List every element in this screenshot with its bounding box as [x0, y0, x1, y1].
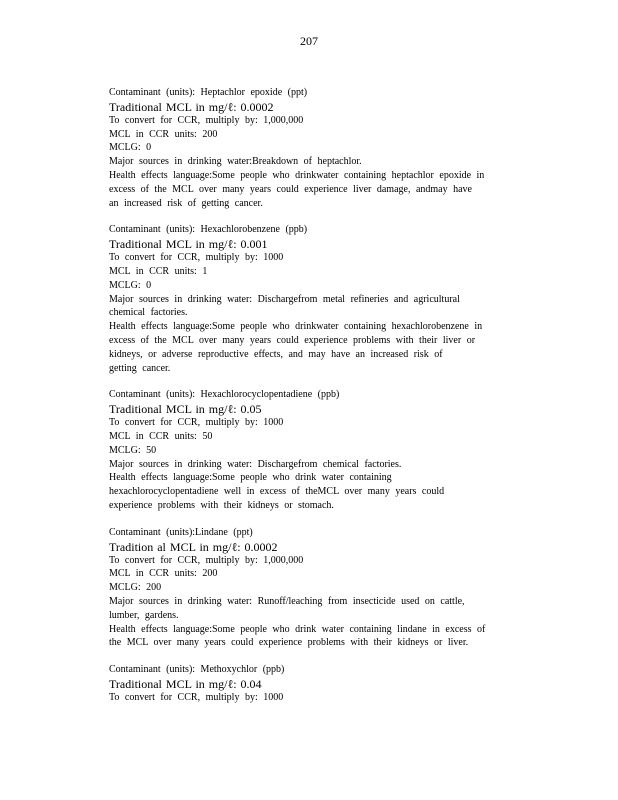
traditional-mcl-line: Traditional MCL in mg/ℓ: 0.0002 [109, 99, 274, 114]
health-paragraph [109, 471, 549, 512]
health-line: experience problems with their kidneys or stomach. [109, 499, 334, 511]
health-line: Health effects language:Some people who drink water containing [109, 472, 392, 484]
health-line: Health effects language:Some people who drinkwater containing heptachlor epoxide in [109, 169, 485, 181]
entry-heptachlor-epoxide [109, 86, 549, 210]
contaminant-line: Contaminant (units): Hexachlorobenzene (ppb) [109, 224, 308, 236]
health-paragraph [109, 169, 549, 210]
traditional-mcl-line: Traditional MCL in mg/ℓ: 0.04 [109, 676, 262, 691]
mcl-ccr-line: MCL in CCR units: 1 [109, 265, 208, 277]
convert-line: To convert for CCR, multiply by: 1,000,000 [109, 114, 304, 126]
convert-line: To convert for CCR, multiply by: 1000 [109, 691, 284, 703]
sources-line: Major sources in drinking water:Breakdown of heptachlor. [109, 156, 362, 168]
contaminant-line: Contaminant (units): Hexachlorocyclopentadiene (ppb) [109, 389, 340, 401]
health-line: the MCL over many years could experience problems with their kidneys or liver. [109, 637, 469, 649]
health-line: an increased risk of getting cancer. [109, 197, 263, 209]
traditional-mcl-line: Traditional MCL in mg/ℓ: 0.001 [109, 237, 268, 252]
health-line: excess of the MCL over many years could experience problems with their liver or [109, 334, 476, 346]
convert-line: To convert for CCR, multiply by: 1,000,000 [109, 554, 304, 566]
entry-hexachlorobenzene [109, 223, 549, 375]
contaminant-line: Contaminant (units): Methoxychlor (ppb) [109, 664, 285, 676]
health-line: hexachlorocyclopentadiene well in excess of theMCL over many years could [109, 486, 445, 498]
health-line: kidneys, or adverse reproductive effects, and may have an increased risk of [109, 348, 443, 360]
sources-line: Major sources in drinking water: Dischargefrom chemical factories. [109, 458, 402, 470]
mclg-line: MCLG: 50 [109, 444, 157, 456]
convert-line: To convert for CCR, multiply by: 1000 [109, 252, 284, 264]
convert-line: To convert for CCR, multiply by: 1000 [109, 417, 284, 429]
health-paragraph [109, 320, 549, 375]
contaminant-line: Contaminant (units):Lindane (ppt) [109, 526, 253, 538]
sources-paragraph [109, 458, 549, 472]
page-number: 207 [300, 34, 318, 48]
health-line: getting cancer. [109, 362, 171, 374]
mclg-line: MCLG: 0 [109, 279, 152, 291]
health-line: Health effects language:Some people who drinkwater containing hexachlorobenzene in [109, 321, 483, 333]
entry-hexachlorocyclopentadiene [109, 388, 549, 512]
sources-paragraph [109, 155, 549, 169]
traditional-mcl-line: Tradition al MCL in mg/ℓ: 0.0002 [109, 539, 278, 554]
health-line: Health effects language:Some people who drink water containing lindane in excess of [109, 623, 486, 635]
sources-paragraph [109, 595, 549, 623]
sources-line: Major sources in drinking water: Dischargefrom metal refineries and agricultural [109, 293, 460, 305]
contaminant-line: Contaminant (units): Heptachlor epoxide (ppt) [109, 87, 308, 98]
sources-paragraph [109, 293, 549, 321]
health-line: excess of the MCL over many years could experience liver damage, andmay have [109, 183, 472, 195]
entry-lindane [109, 526, 549, 650]
mcl-ccr-line: MCL in CCR units: 50 [109, 430, 213, 442]
health-paragraph [109, 623, 549, 651]
document-body [109, 86, 549, 718]
sources-line: Major sources in drinking water: Runoff/leaching from insecticide used on cattle, [109, 595, 465, 607]
mclg-line: MCLG: 0 [109, 142, 152, 154]
mcl-ccr-line: MCL in CCR units: 200 [109, 128, 218, 140]
sources-line: lumber, gardens. [109, 609, 179, 621]
entry-methoxychlor [109, 663, 549, 705]
sources-line: chemical factories. [109, 307, 188, 319]
traditional-mcl-line: Traditional MCL in mg/ℓ: 0.05 [109, 402, 262, 417]
mclg-line: MCLG: 200 [109, 582, 162, 594]
mcl-ccr-line: MCL in CCR units: 200 [109, 568, 218, 580]
